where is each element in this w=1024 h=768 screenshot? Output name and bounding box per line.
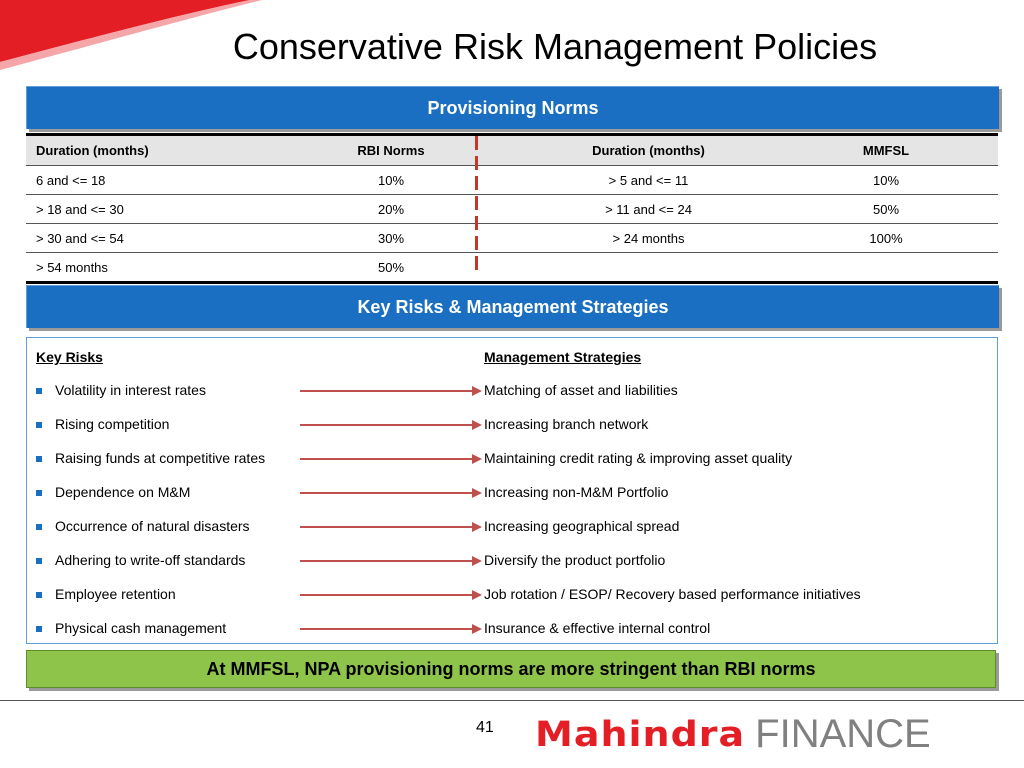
arrow-right-icon	[300, 419, 482, 431]
risk-text: Rising competition	[55, 416, 170, 432]
cell-mmfsl-norm: 10%	[872, 172, 900, 188]
cell-mmfsl-norm: 50%	[872, 201, 900, 217]
cell-mmfsl-duration	[531, 253, 766, 281]
strategy-text: Increasing non-M&M Portfolio	[484, 484, 669, 500]
risk-text: Raising funds at competitive rates	[55, 450, 266, 466]
arrow-right-icon	[300, 385, 482, 397]
risk-text: Employee retention	[55, 586, 176, 602]
strategy-text: Diversify the product portfolio	[484, 552, 666, 568]
strategy-text: Matching of asset and liabilities	[484, 382, 678, 398]
cell-rbi-norm: 20%	[377, 201, 405, 217]
strategy-text: Insurance & effective internal control	[484, 620, 711, 636]
risk-text: Occurrence of natural disasters	[55, 518, 250, 534]
risk-text: Physical cash management	[55, 620, 227, 636]
arrow-right-icon	[300, 555, 482, 567]
arrow-right-icon	[300, 623, 482, 635]
cell-rbi-duration: > 54 months	[36, 259, 108, 275]
cell-mmfsl-duration: > 24 months	[612, 230, 685, 246]
cell-rbi-norm: 50%	[377, 259, 405, 275]
arrow-right-icon	[300, 487, 482, 499]
cell-rbi-duration: > 18 and <= 30	[36, 201, 124, 217]
bullet-icon	[36, 592, 42, 598]
header-mmfsl: MMFSL	[862, 143, 910, 158]
header-rbi-duration: Duration (months)	[36, 143, 149, 158]
risk-text: Volatility in interest rates	[55, 382, 206, 398]
arrow-right-icon	[300, 521, 482, 533]
strategy-text: Job rotation / ESOP/ Recovery based performance initiatives	[484, 586, 861, 602]
bullet-icon	[36, 490, 42, 496]
table-header-row	[26, 136, 998, 166]
strategy-text: Maintaining credit rating & improving asset quality	[484, 450, 793, 466]
page-number: 41	[476, 719, 494, 736]
logo-finance-text: FINANCE	[755, 712, 931, 756]
conclusion-banner: At MMFSL, NPA provisioning norms are more stringent than RBI norms	[26, 650, 996, 688]
bullet-icon	[36, 524, 42, 530]
list-item	[36, 620, 976, 640]
strategy-text: Increasing geographical spread	[484, 518, 680, 534]
footer-divider	[0, 700, 1024, 701]
strategy-text: Increasing branch network	[484, 416, 649, 432]
bullet-icon	[36, 422, 42, 428]
list-item	[36, 416, 976, 436]
risk-text: Dependence on M&M	[55, 484, 191, 500]
list-item	[36, 518, 976, 538]
cell-mmfsl-norm: 100%	[869, 230, 903, 246]
list-item	[36, 484, 976, 504]
bullet-icon	[36, 456, 42, 462]
cell-mmfsl-norm	[801, 253, 971, 281]
list-item	[36, 552, 976, 572]
cell-rbi-duration: 6 and <= 18	[36, 172, 106, 188]
logo-mahindra-text: Mahindra	[535, 713, 746, 755]
header-rbi-norms: RBI Norms	[357, 143, 425, 158]
arrow-right-icon	[300, 453, 482, 465]
header-mmfsl-duration: Duration (months)	[592, 143, 705, 158]
bullet-icon	[36, 388, 42, 394]
bullet-icon	[36, 558, 42, 564]
provisioning-table	[26, 133, 998, 284]
bullet-icon	[36, 626, 42, 632]
cell-mmfsl-duration: > 5 and <= 11	[608, 172, 689, 188]
page-title: Conservative Risk Management Policies	[232, 26, 878, 67]
mahindra-finance-logo	[535, 712, 931, 756]
table-row	[26, 166, 998, 195]
management-strategies-heading: Management Strategies	[484, 349, 642, 365]
provisioning-norms-banner: Provisioning Norms	[26, 86, 999, 129]
list-item	[36, 450, 976, 470]
key-risks-heading: Key Risks	[36, 349, 103, 365]
arrow-right-icon	[300, 589, 482, 601]
table-row	[26, 224, 998, 253]
key-risks-banner: Key Risks & Management Strategies	[26, 285, 999, 328]
cell-mmfsl-duration: > 11 and <= 24	[605, 201, 692, 217]
cell-rbi-norm: 30%	[377, 230, 405, 246]
list-item	[36, 382, 976, 402]
table-divider-dashed	[475, 136, 478, 276]
cell-rbi-norm: 10%	[377, 172, 405, 188]
list-item	[36, 586, 976, 606]
risk-text: Adhering to write-off standards	[55, 552, 246, 568]
table-row	[26, 195, 998, 224]
table-row	[26, 253, 998, 284]
cell-rbi-duration: > 30 and <= 54	[36, 230, 124, 246]
